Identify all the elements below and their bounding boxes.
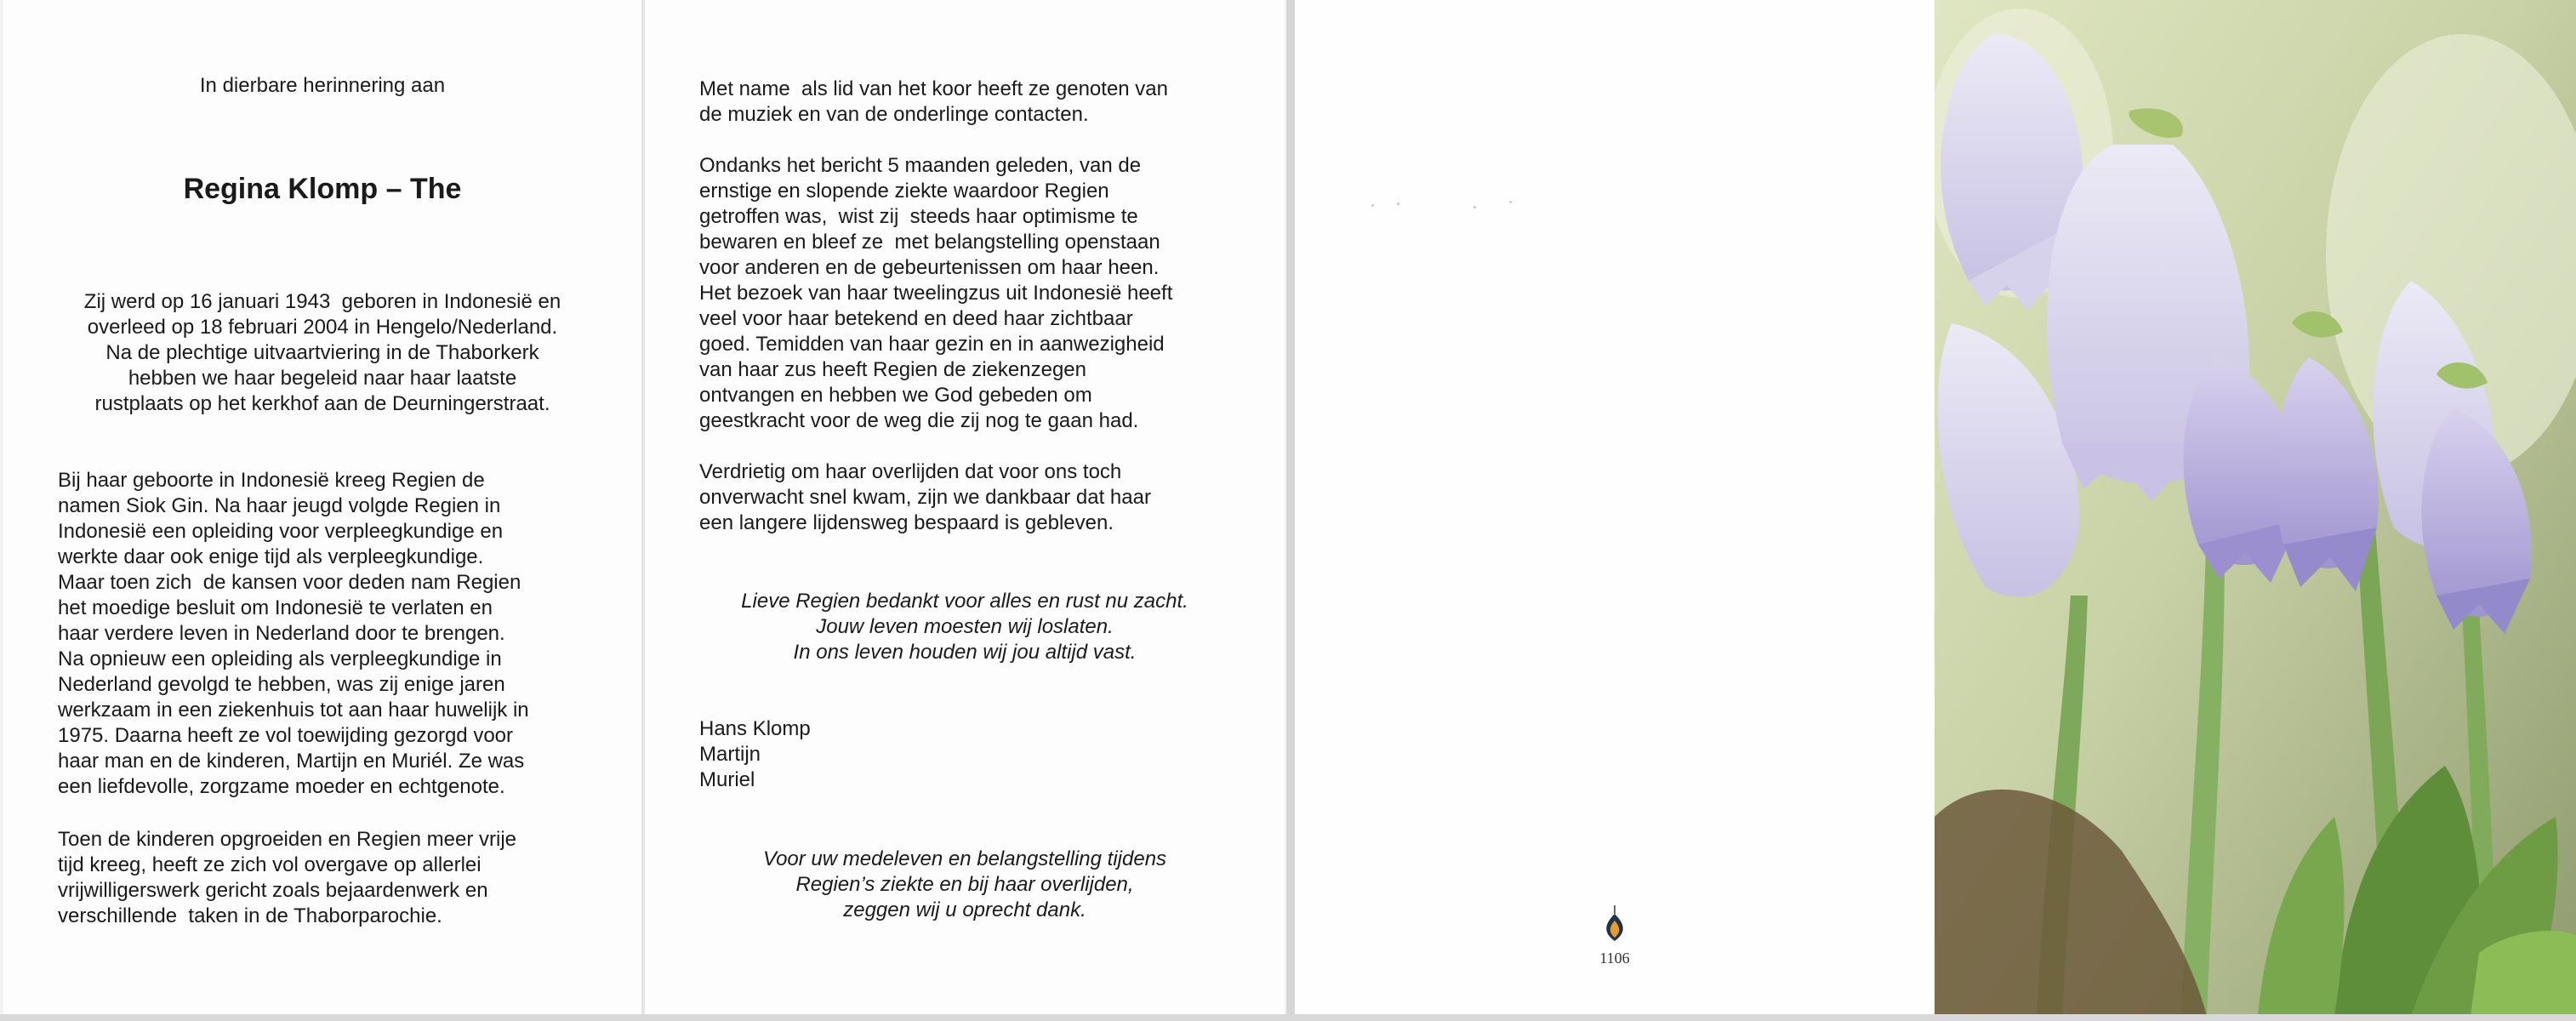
paper-speck <box>1509 201 1512 203</box>
printer-code: 1106 <box>1599 950 1630 967</box>
family-member: Martijn <box>699 743 761 766</box>
text-line: ernstige en slopende ziekte waardoor Regien <box>699 180 1109 202</box>
text-line: hebben we haar begeleid naar haar laatste <box>128 367 517 390</box>
text-line: zeggen wij u oprecht dank. <box>843 898 1086 921</box>
main-column <box>699 77 1244 562</box>
text-line: goed. Temidden van haar gezin en in aanwezigheid <box>699 333 1165 356</box>
card-gap <box>1286 0 1295 1021</box>
thanks-note <box>645 847 1285 923</box>
family-names <box>699 716 1040 793</box>
text-line: namen Siok Gin. Na haar jeugd volgde Regien in <box>58 494 501 517</box>
deceased-name: Regina Klomp – The <box>183 173 462 205</box>
text-line: Ondanks het bericht 5 maanden geleden, van de <box>699 154 1142 177</box>
text-line: werkte daar ook enige tijd als verpleegkundige. <box>58 545 484 568</box>
paper-speck <box>1371 204 1374 207</box>
family-member: Muriel <box>699 768 755 791</box>
paper-speck <box>1473 206 1476 208</box>
card-page-back <box>1295 0 1935 1016</box>
text-line: Indonesië een opleiding voor verpleegkundige en <box>58 520 504 543</box>
farewell-verse <box>645 589 1285 665</box>
card-page-middle <box>645 0 1285 1016</box>
text-line: geestkracht voor de weg die zij nog te gaan had. <box>699 409 1139 432</box>
illness-paragraph <box>699 153 1244 434</box>
text-line: vrijwilligerswerk gericht zoals bejaardenwerk en <box>58 879 488 902</box>
family-member: Hans Klomp <box>699 717 811 740</box>
text-line: het moedige besluit om Indonesië te verlaten en <box>58 596 493 619</box>
text-line: tijd kreeg, heeft ze zich vol overgave op allerlei <box>58 853 482 876</box>
text-line: Voor uw medeleven en belangstelling tijdens <box>762 847 1167 870</box>
text-line: Het bezoek van haar tweelingzus uit Indonesië heeft <box>699 282 1173 305</box>
text-line: een liefdevolle, zorgzame moeder en echtgenote. <box>58 775 505 798</box>
text-line: Bij haar geboorte in Indonesië kreeg Regien de <box>58 469 485 492</box>
text-line: Toen de kinderen opgroeiden en Regien meer vrije <box>58 828 517 851</box>
biography <box>58 468 587 800</box>
text-line: Lieve Regien bedankt voor alles en rust nu zacht. <box>741 590 1188 613</box>
text-line: haar verdere leven in Nederland door te brengen. <box>58 622 505 645</box>
flame-drop-icon <box>1596 905 1633 943</box>
text-line: In ons leven houden wij jou altijd vast. <box>793 641 1137 664</box>
text-line: Regien’s ziekte en bij haar overlijden, <box>795 873 1134 896</box>
text-line: Met name als lid van het koor heeft ze genoten van <box>699 77 1169 100</box>
scan-edge <box>0 1014 2576 1021</box>
bellflower-photo <box>1935 0 2576 1016</box>
text-line: overleed op 18 februari 2004 in Hengelo/Nederland. <box>87 316 558 339</box>
text-line: onverwacht snel kwam, zijn we dankbaar dat haar <box>699 486 1151 509</box>
text-line: een langere lijdensweg bespaard is gebleven. <box>699 511 1114 534</box>
grief-paragraph <box>699 459 1244 536</box>
text-line: Maar toen zich de kansen voor deden nam Regien <box>58 571 521 594</box>
life-summary <box>3 289 641 417</box>
text-line: bewaren en bleef ze met belangstelling openstaan <box>699 231 1160 254</box>
text-line: werkzaam in een ziekenhuis tot aan haar huwelijk in <box>58 699 529 722</box>
paper-speck <box>1397 202 1399 205</box>
volunteer-paragraph <box>58 827 587 929</box>
text-line: voor anderen en de gebeurtenissen om haar heen. <box>699 256 1160 279</box>
text-line: Verdrietig om haar overlijden dat voor ons toch <box>699 460 1122 483</box>
text-line: verschillende taken in de Thaborparochie. <box>58 904 442 927</box>
card-page-front <box>1935 0 2576 1016</box>
text-line: de muziek en van de onderlinge contacten. <box>699 103 1089 126</box>
text-line: ontvangen en hebben we God gebeden om <box>699 384 1092 407</box>
text-line: Na opnieuw een opleiding als verpleegkundige in <box>58 647 502 670</box>
text-line: Na de plechtige uitvaartviering in de Thaborkerk <box>105 341 539 364</box>
intro-text: In dierbare herinnering aan <box>199 74 446 97</box>
choir-paragraph <box>699 77 1244 128</box>
text-line: Jouw leven moesten wij loslaten. <box>816 615 1114 638</box>
text-line: haar man en de kinderen, Martijn en Muriél. Ze was <box>58 750 525 773</box>
text-line: rustplaats op het kerkhof aan de Deurningerstraat. <box>94 392 550 415</box>
card-page-left <box>3 0 641 1016</box>
text-line: Nederland gevolgd te hebben, was zij enige jaren <box>58 673 505 696</box>
text-line: 1975. Daarna heeft ze vol toewijding gezorgd voor <box>58 724 514 747</box>
text-line: van haar zus heeft Regien de ziekenzegen <box>699 358 1086 381</box>
text-line: getroffen was, wist zij steeds haar optimisme te <box>699 205 1138 228</box>
text-line: veel voor haar betekend en deed haar zichtbaar <box>699 307 1133 330</box>
text-line: Zij werd op 16 januari 1943 geboren in Indonesië en <box>83 290 561 313</box>
